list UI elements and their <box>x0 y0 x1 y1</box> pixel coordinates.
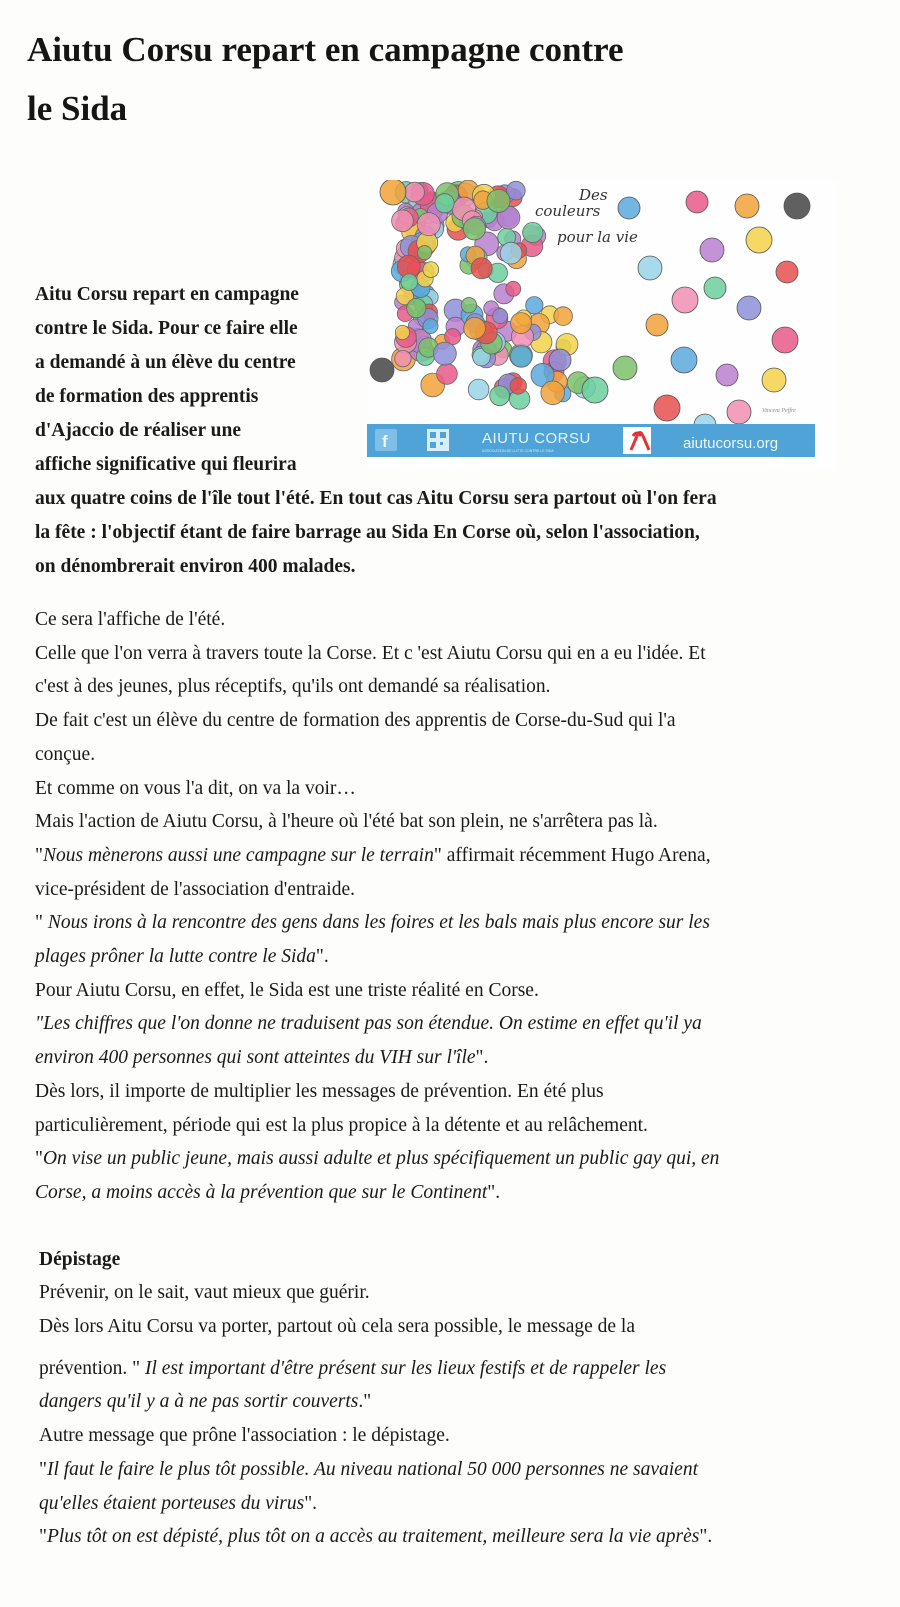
text-run: ". <box>487 1181 501 1203</box>
quote-run: Nous mènerons aussi une campagne sur le terrain <box>42 844 434 866</box>
confetti-dot <box>405 182 425 202</box>
text-run: ". <box>304 1492 318 1514</box>
text-run: c'est à des jeunes, plus réceptifs, qu'ils ont demandé sa réalisation. <box>35 676 551 698</box>
handwritten-pour-la-vie: pour la vie <box>557 228 638 246</box>
lead-line: Aitu Corsu repart en campagne <box>35 284 299 305</box>
lead-line: on dénombrerait environ 400 malades. <box>35 556 356 577</box>
quote-run: "Les chiffres que l'on donne ne traduisent pas son étendue. On estime en effet qu'il ya <box>35 1013 702 1035</box>
body-line <box>35 704 865 738</box>
article-lead <box>35 278 835 584</box>
quote-run: Plus tôt on est dépisté, plus tôt on a accès au traitement, meilleure sera la vie après <box>46 1526 700 1548</box>
handwritten-des: Des <box>579 186 608 204</box>
text-run: prévention. " <box>39 1357 145 1379</box>
confetti-dot <box>638 256 662 280</box>
text-run: Mais l'action de Aiutu Corsu, à l'heure où l'été bat son plein, ne s'arrêtera pas là. <box>35 811 658 833</box>
artist-signature: Vincent Peffre <box>762 408 796 414</box>
text-run: Et comme on vous l'a dit, on va la voir… <box>35 777 356 799</box>
confetti-dot <box>746 227 772 253</box>
confetti-dot <box>700 238 724 262</box>
lead-line: contre le Sida. Pour ce faire elle <box>35 318 298 339</box>
body-line <box>35 1419 865 1453</box>
article-title <box>27 20 787 138</box>
lead-line: de formation des apprentis <box>35 386 259 407</box>
quote-run: dangers qu'il y a à ne pas sortir couverts <box>39 1391 359 1413</box>
text-run: " <box>39 1526 47 1548</box>
handwritten-couleurs: couleurs <box>535 202 601 220</box>
quote-run: Nous irons à la rencontre des gens dans les foires et les bals mais plus encore sur les <box>47 912 710 934</box>
lead-line: aux quatre coins de l'île tout l'été. En tout cas Aitu Corsu sera partout où l'on fera <box>35 488 717 509</box>
brand-tagline: ASSOCIATION DE LUTTE CONTRE LE SIDA <box>482 449 554 453</box>
text-run: Prévenir, on le sait, vaut mieux que guérir. <box>39 1282 370 1304</box>
body-line <box>35 772 865 806</box>
confetti-dot <box>735 194 759 218</box>
body-line <box>35 805 865 839</box>
body-line <box>35 1520 865 1554</box>
confetti-dot <box>686 191 708 213</box>
confetti-dot <box>523 222 543 242</box>
quote-run: environ 400 personnes qui sont atteintes du VIH sur l'île <box>35 1047 476 1069</box>
text-run: ". <box>699 1526 713 1548</box>
quote-run: Il faut le faire le plus tôt possible. Au niveau national 50 000 personnes ne savaient <box>46 1458 698 1480</box>
text-run: ." <box>358 1391 372 1413</box>
body-line <box>35 1385 865 1419</box>
quote-run: qu'elles étaient porteuses du virus <box>39 1492 305 1514</box>
text-run: ". <box>475 1047 489 1069</box>
body-line <box>35 1310 865 1344</box>
text-run: De fait c'est un élève du centre de formation des apprentis de Corse-du-Sud qui l'a <box>35 710 676 732</box>
confetti-dot <box>500 242 522 264</box>
text-run: " <box>35 1148 43 1170</box>
text-run: Autre message que prône l'association : le dépistage. <box>39 1425 450 1447</box>
body-line <box>35 974 865 1008</box>
text-run: Pour Aiutu Corsu, en effet, le Sida est une triste réalité en Corse. <box>35 979 539 1001</box>
body-line <box>35 839 865 873</box>
body-line <box>35 603 865 637</box>
lead-line: d'Ajaccio de réaliser une <box>35 420 241 441</box>
body-line <box>35 1352 865 1386</box>
text-run: Dès lors Aitu Corsu va porter, partout où cela sera possible, le message de la <box>39 1316 635 1338</box>
confetti-dot <box>487 189 510 212</box>
text-run: particulièrement, période qui est la plus propice à la détente et au relâchement. <box>35 1114 648 1136</box>
confetti-dot <box>417 213 440 236</box>
confetti-dot <box>392 210 414 232</box>
body-line <box>35 637 865 671</box>
body-line <box>35 906 865 940</box>
body-line <box>35 1176 865 1210</box>
body-line <box>35 1142 865 1176</box>
brand-name: AIUTU CORSU <box>482 430 591 447</box>
text-run: " <box>35 844 43 866</box>
body-line <box>35 873 865 907</box>
svg-text:f: f <box>382 432 388 451</box>
text-run: Celle que l'on verra à travers toute la Corse. Et c 'est Aiutu Corsu qui en a eu l'idée. Et <box>35 642 706 664</box>
body-line <box>35 1109 865 1143</box>
text-run: " <box>35 912 48 934</box>
lead-line: affiche significative qui fleurira <box>35 454 297 475</box>
confetti-dot <box>435 194 454 213</box>
body-line <box>35 1075 865 1109</box>
body-line <box>35 1453 865 1487</box>
quote-run: plages prôner la lutte contre le Sida <box>35 946 316 968</box>
text-run: ". <box>315 946 329 968</box>
section-heading: Dépistage <box>39 1248 121 1270</box>
quote-run: On vise un public jeune, mais aussi adulte et plus spécifiquement un public gay qui, en <box>42 1148 720 1170</box>
quote-run: Corse, a moins accès à la prévention que sur le Continent <box>35 1181 488 1203</box>
text-run: Ce sera l'affiche de l'été. <box>35 609 226 630</box>
website-url: aiutucorsu.org <box>683 435 779 452</box>
body-line <box>35 1276 865 1310</box>
paragraph-gap <box>35 1210 865 1243</box>
confetti-dot <box>784 193 810 219</box>
text-run: " affirmait récemment Hugo Arena, <box>433 844 711 866</box>
body-line <box>35 1007 865 1041</box>
lead-line: a demandé à un élève du centre <box>35 352 296 373</box>
confetti-dot <box>471 258 492 279</box>
text-run: " <box>39 1458 47 1480</box>
body-line <box>35 670 865 704</box>
title-line-2: le Sida <box>27 89 128 128</box>
body-line <box>35 1041 865 1075</box>
text-run: conçue. <box>35 743 96 765</box>
text-run: vice-président de l'association d'entraide. <box>35 878 355 900</box>
title-line-1: Aiutu Corsu repart en campagne contre <box>27 30 624 69</box>
confetti-dot <box>463 218 485 240</box>
body-line <box>35 738 865 772</box>
body-line <box>35 1487 865 1521</box>
lead-line: la fête : l'objectif étant de faire barrage au Sida En Corse où, selon l'association, <box>35 522 700 543</box>
quote-run: Il est important d'être présent sur les lieux festifs et de rappeler les <box>144 1357 667 1379</box>
confetti-dot <box>417 246 431 260</box>
body-line <box>35 940 865 974</box>
confetti-dot <box>423 262 439 278</box>
text-run: Dès lors, il importe de multiplier les messages de prévention. En été plus <box>35 1080 604 1102</box>
article-body <box>35 603 865 1554</box>
confetti-dot <box>380 180 406 205</box>
confetti-dot <box>618 197 640 219</box>
